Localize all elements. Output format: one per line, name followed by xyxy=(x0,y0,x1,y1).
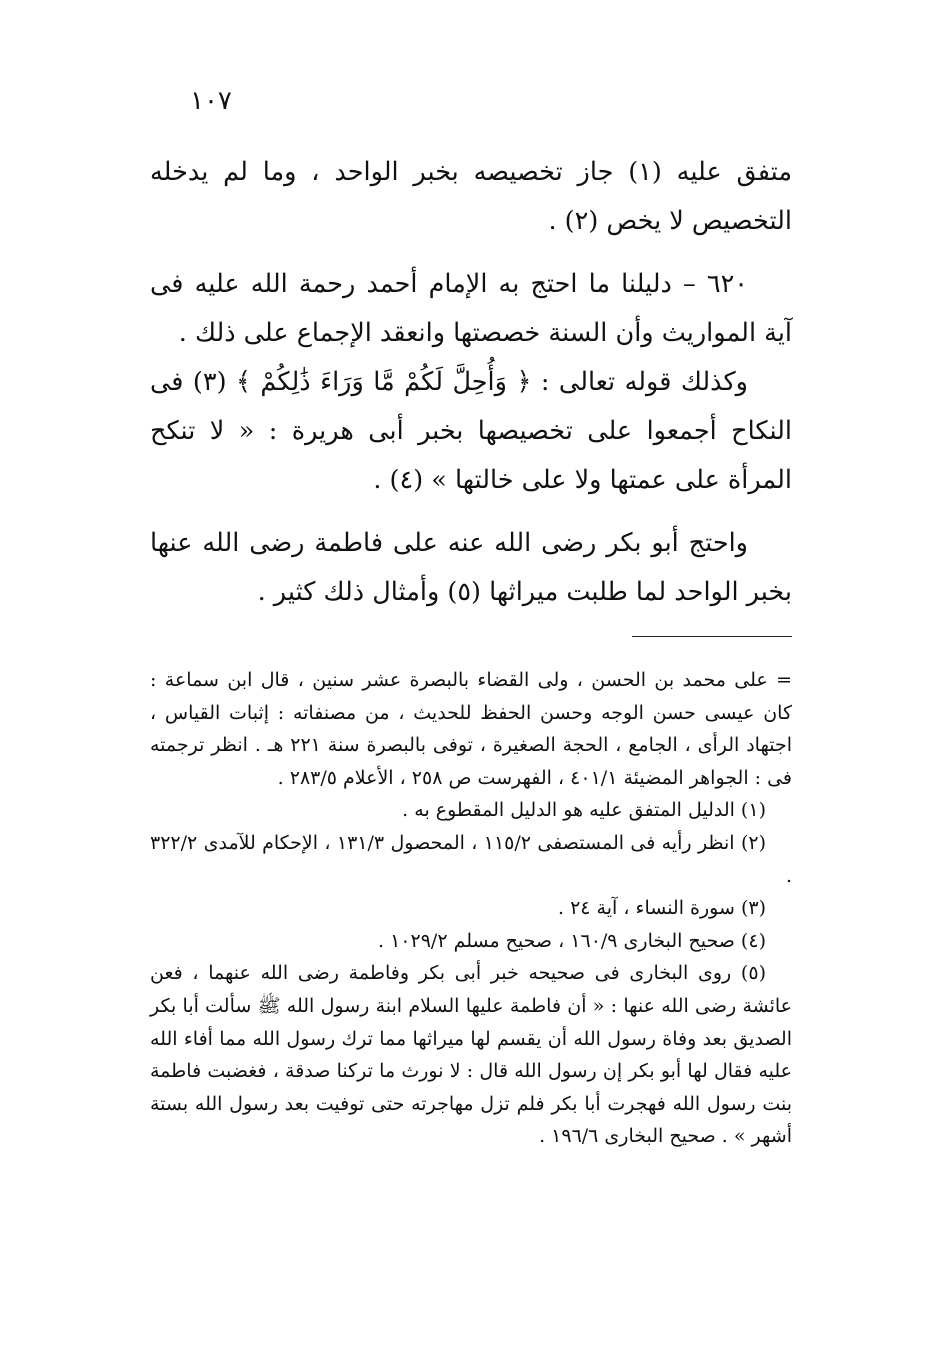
main-text xyxy=(150,148,792,617)
footnote-continuation: = على محمد بن الحسن ، ولى القضاء بالبصرة عشر سنين ، قال ابن سماعة : كان عيسى حسن الوجه وحسن الحفظ للحديث ، من مصنفاته : إثبات القياس ، اجتهاد الرأى ، الجامع ، الحجة الصغيرة ، توفى بالبصرة سنة ٢٢١ هـ . انظر ترجمته فى : الجواهر المضيئة ٤٠١/١ ، الفهرست ص ٢٥٨ ، الأعلام ٢٨٣/٥ . xyxy=(150,669,792,789)
footnote-2: (٢) انظر رأيه فى المستصفى ١١٥/٢ ، المحصول ١٣١/٣ ، الإحكام للآمدى ٣٢٢/٢ . xyxy=(150,831,792,887)
footnote-1: (١) الدليل المتفق عليه هو الدليل المقطوع به . xyxy=(402,799,766,822)
footnote-divider xyxy=(632,636,792,637)
footnote-5: (٥) روى البخارى فى صحيحه خبر أبى بكر وفاطمة رضى الله عنهما ، فعن عائشة رضى الله عنها : « أن فاطمة عليها السلام ابنة رسول الله ﷺ سألت أبا بكر الصديق بعد وفاة رسول الله أن يقسم لها ميراثها مما ترك رسول الله مما أفاء الله عليه فقال لها أبو بكر إن رسول الله قال : لا نورث ما تركنا صدقة ، فغضبت فاطمة بنت رسول الله فهجرت أبا بكر فلم تزل مهاجرته حتى توفيت بعد رسول الله بستة أشهر » . صحيح البخارى ١٩٦/٦ . xyxy=(150,962,792,1148)
footnotes xyxy=(150,664,792,1153)
footnote-3: (٣) سورة النساء ، آية ٢٤ . xyxy=(558,897,766,920)
page-number: ١٠٧ xyxy=(190,86,232,116)
paragraph-620: ٦٢٠ – دليلنا ما احتج به الإمام أحمد رحمة الله عليه فى آية المواريث وأن السنة خصصتها وانعقد الإجماع على ذلك . xyxy=(150,269,792,348)
footnote-4: (٤) صحيح البخارى ١٦٠/٩ ، صحيح مسلم ١٠٢٩/٢ . xyxy=(378,929,766,952)
paragraph-marriage-verse: وكذلك قوله تعالى : ﴿ وَأُحِلَّ لَكُمْ مَّا وَرَاءَ ذَٰلِكُمْ ﴾ (٣) فى النكاح أجمعوا على تخصيصها بخبر أبى هريرة : « لا تنكح المرأة على عمتها ولا على خالتها » (٤) . xyxy=(150,367,792,495)
paragraph-abu-bakr: واحتج أبو بكر رضى الله عنه على فاطمة رضى الله عنها بخبر الواحد لما طلبت ميراثها (٥) وأمثال ذلك كثير . xyxy=(150,528,792,607)
paragraph-continuation: متفق عليه (١) جاز تخصيصه بخبر الواحد ، وما لم يدخله التخصيص لا يخص (٢) . xyxy=(150,157,793,236)
